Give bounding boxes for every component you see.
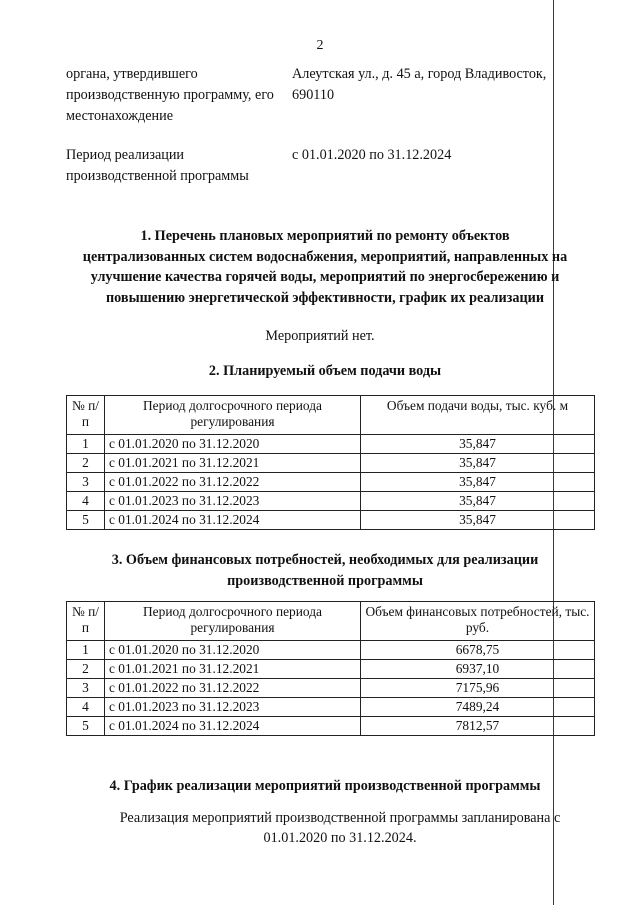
row-num: 4 [67,492,105,511]
row-value: 7812,57 [361,717,595,736]
row-value: 35,847 [361,511,595,530]
row-value: 35,847 [361,473,595,492]
row-num: 2 [67,454,105,473]
col-header-volume: Объем подачи воды, тыс. куб. м [361,396,595,435]
row-num: 1 [67,641,105,660]
org-label: органа, утвердившего производственную программу, его местонахождение [66,66,274,124]
row-period: с 01.01.2022 по 31.12.2022 [105,679,361,698]
section2-heading: 2. Планируемый объем подачи воды [208,363,442,379]
org-address: Алеутская ул., д. 45 а, город Владивосток, 690110 [292,66,547,103]
row-value: 7175,96 [361,679,595,698]
page-number: 2 [316,38,324,53]
col-header-num: № п/п [67,602,105,641]
section1-heading: 1. Перечень плановых мероприятий по ремонту объектов централизованных систем водоснабжения, мероприятий, направленных на улучшение качества горячей воды, мероприятий по энергосбережению и повышению энергетической эффективности, график их реализации [82,228,568,306]
row-value: 35,847 [361,454,595,473]
row-num: 2 [67,660,105,679]
section4-text: Реализация мероприятий производственной программы запланирована с 01.01.2020 по 31.12.2024. [119,810,561,846]
row-num: 5 [67,511,105,530]
row-value: 6937,10 [361,660,595,679]
row-period: с 01.01.2020 по 31.12.2020 [105,641,361,660]
section1-text: Мероприятий нет. [265,328,375,344]
row-num: 1 [67,435,105,454]
water-volume-table [66,395,595,530]
row-value: 35,847 [361,435,595,454]
table-row [67,698,595,717]
financial-needs-table [66,601,595,736]
period-value: с 01.01.2020 по 31.12.2024 [292,147,452,163]
row-period: с 01.01.2020 по 31.12.2020 [105,435,361,454]
row-period: с 01.01.2023 по 31.12.2023 [105,698,361,717]
period-label: Период реализации производственной программы [66,147,249,184]
row-value: 35,847 [361,492,595,511]
col-header-period: Период долгосрочного периода регулирования [105,602,361,641]
col-header-num: № п/п [67,396,105,435]
table-row [67,511,595,530]
row-period: с 01.01.2023 по 31.12.2023 [105,492,361,511]
row-value: 6678,75 [361,641,595,660]
section3-heading: 3. Объем финансовых потребностей, необходимых для реализации производственной программы [111,552,539,589]
col-header-period: Период долгосрочного периода регулирования [105,396,361,435]
row-period: с 01.01.2021 по 31.12.2021 [105,660,361,679]
table-row [67,641,595,660]
table-row [67,473,595,492]
col-header-finance: Объем финансовых потребностей, тыс. руб. [361,602,595,641]
table-row [67,679,595,698]
table-row [67,660,595,679]
table-row [67,492,595,511]
row-period: с 01.01.2024 по 31.12.2024 [105,717,361,736]
table-row [67,717,595,736]
table-row [67,435,595,454]
row-value: 7489,24 [361,698,595,717]
table-row [67,454,595,473]
row-num: 3 [67,473,105,492]
row-num: 5 [67,717,105,736]
section4-heading: 4. График реализации мероприятий производственной программы [109,778,541,794]
row-num: 3 [67,679,105,698]
row-num: 4 [67,698,105,717]
row-period: с 01.01.2024 по 31.12.2024 [105,511,361,530]
row-period: с 01.01.2021 по 31.12.2021 [105,454,361,473]
row-period: с 01.01.2022 по 31.12.2022 [105,473,361,492]
